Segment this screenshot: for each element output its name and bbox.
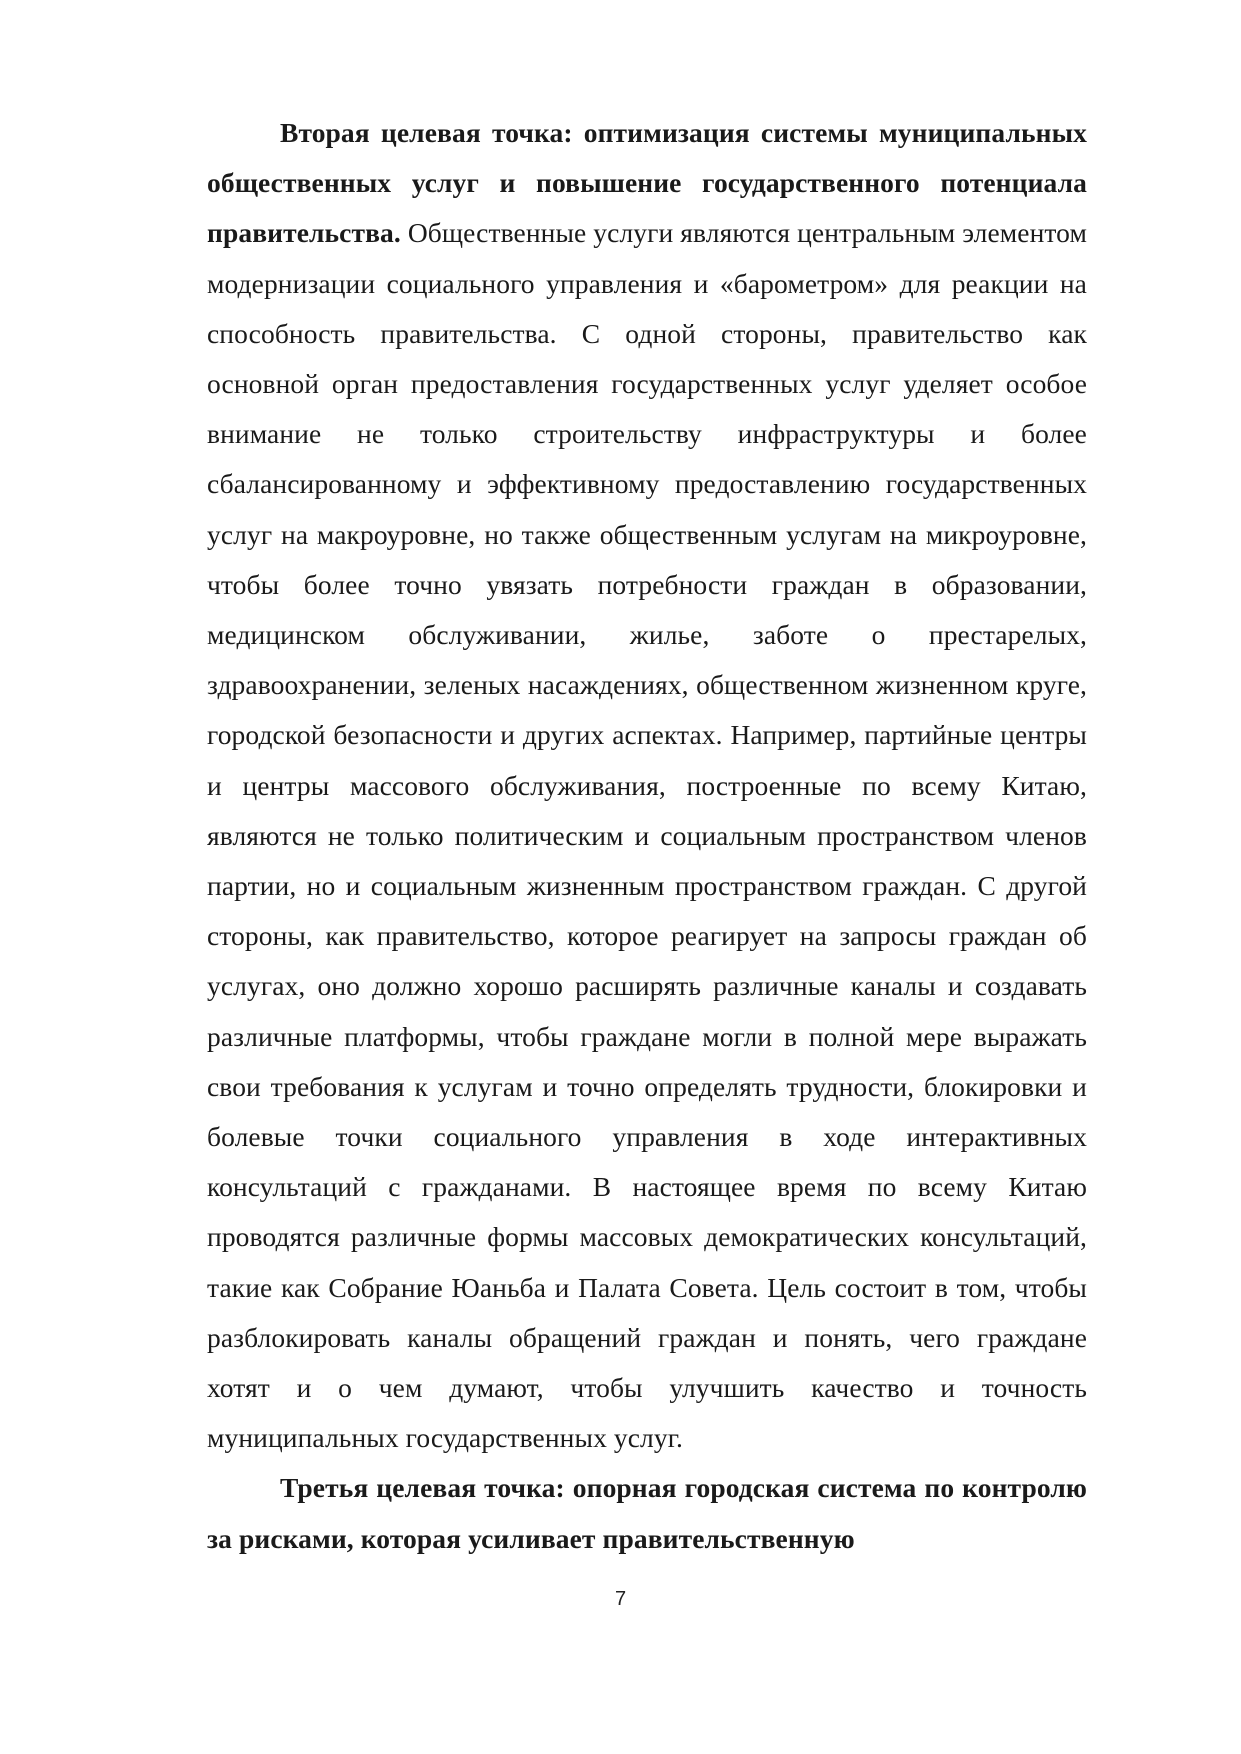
page-number: 7 xyxy=(614,1588,627,1610)
paragraph-heading: Вторая целевая точка: оптимизация системы муниципальных общественных услуг и повышение государственного потенциала правительства. xyxy=(207,117,1087,249)
paragraph-third-target-point xyxy=(207,1463,1087,1563)
paragraph-body: Общественные услуги являются центральным элементом модернизации социального управления и «барометром» для реакции на способность правительства. С одной стороны, правительство как основной орган предоставления государственных услуг уделяет особое внимание не только строительству инфраструктуры и более сбалансированному и эффективному предоставлению государственных услуг на макроуровне, но также общественным услугам на микроуровне, чтобы более точно увязать потребности граждан в образовании, медицинском обслуживании, жилье, заботе о престарелых, здравоохранении, зеленых насаждениях, общественном жизненном круге, городской безопасности и других аспектах. Например, партийные центры и центры массового обслуживания, построенные по всему Китаю, являются не только политическим и социальным пространством членов партии, но и социальным жизненным пространством граждан. С другой стороны, как правительство, которое реагирует на запросы граждан об услугах, оно должно хорошо расширять различные каналы и создавать различные платформы, чтобы граждане могли в полной мере выражать свои требования к услугам и точно определять трудности, блокировки и болевые точки социального управления в ходе интерактивных консультаций с гражданами. В настоящее время по всему Китаю проводятся различные формы массовых демократических консультаций, такие как Собрание Юаньба и Палата Совета. Цель состоит в том, чтобы разблокировать каналы обращений граждан и понять, чего граждане хотят и о чем думают, чтобы улучшить качество и точность муниципальных государственных услуг. xyxy=(207,217,1087,1454)
document-page xyxy=(207,108,1087,1564)
paragraph-heading: Третья целевая точка: опорная городская система по контролю за рисками, которая усиливает правительственную xyxy=(207,1472,1087,1554)
paragraph-second-target-point xyxy=(207,108,1087,1463)
